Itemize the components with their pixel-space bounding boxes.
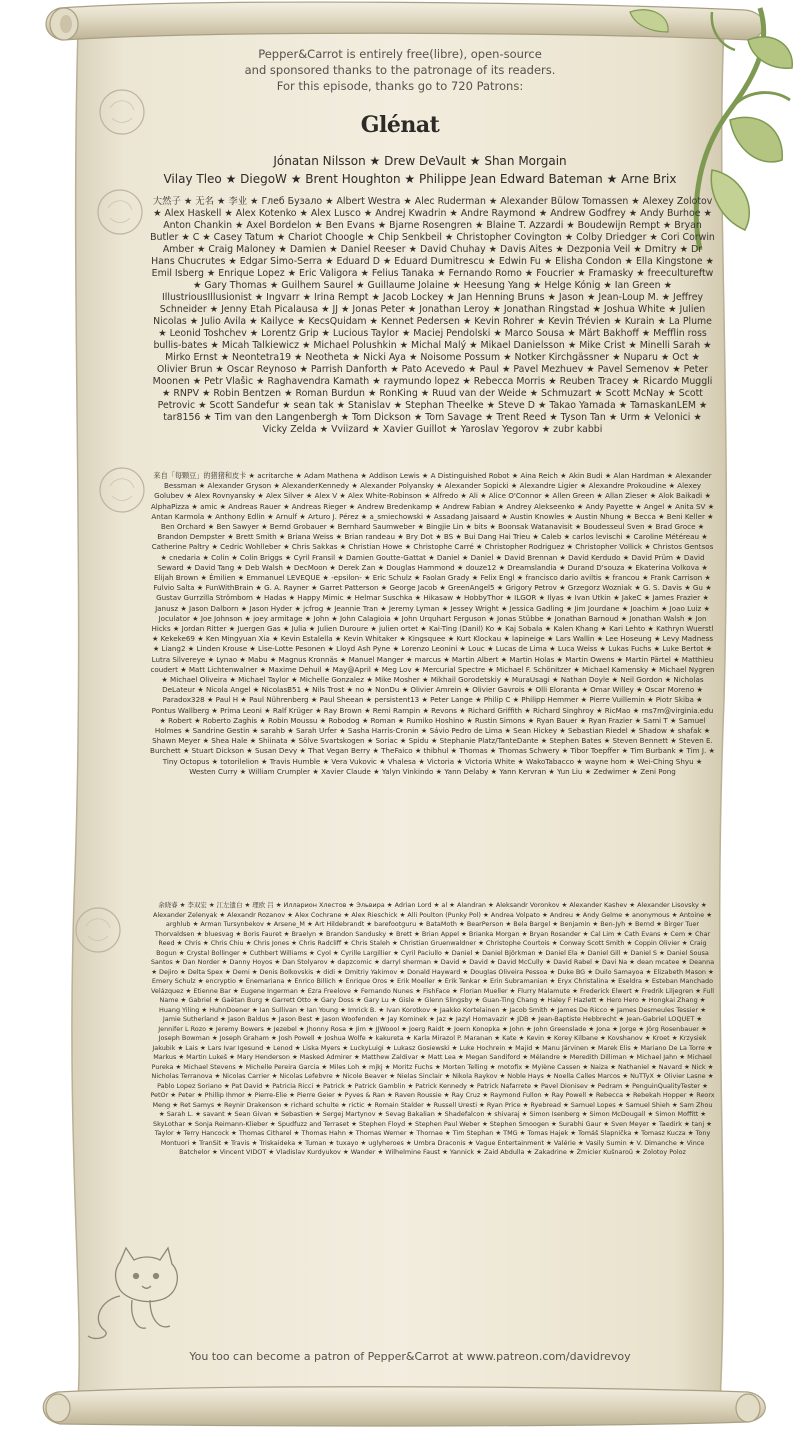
patron-tier-3-list: 余晓睿 ★ 李双宏 ★ 江左遗白 ★ 理欧 吕 ★ Илларион Хлестов ★ Эльвира ★ Adrian Lord ★ al ★ Alandran ★ Aleksandr Voronkov ★ Alexander Kashev ★ Alexander Lisovsky ★ Alexander Zelenyak ★ Alexandr Rozanov ★ Alex Cochrane ★ Alex Rieschick ★ Alli Poulton (Punky Pol) ★ Andrea Volpato ★ Andreu ★ Andy Gelme ★ anonymous ★ Antoine ★ arghlub ★ Arman Tursynbekov ★ Arsene_M ★ Art Hildebrandt ★ barefootguru ★ BataMoth ★ BearPerson ★ Bela Bargel ★ Benjamin ★ Ben-Jyh ★ Bernd ★ Birger Tuer Thorvaldsen ★ bluesvag ★ Boris Fauret ★ Braelyn ★ Brandon Sandusky ★ Brett ★ Brian Appel ★ Brianka Morgan ★ Bryan Rosander ★ Cal Lim ★ Cath Evans ★ Cem ★ Char Reed ★ Chris ★ Chris Chiu ★ Chris Jones ★ Chris Radcliff ★ Chris Staleh ★ Christian Gruenwaldner ★ Christophe Courtois ★ Conway Scott Smith ★ Coppin Olivier ★ Craig Bogun ★ Crystal Bollinger ★ Cuthbert Williams ★ Cyol ★ Cyrille Largillier ★ Cyril Paciullo ★ Daniel ★ Daniel Björkman ★ Daniel Ela ★ Daniel Gill ★ Daniel S ★ Daniel Sousa Santos ★ Dan Norder ★ Danny Hoyos ★ Dan Stolyarov ★ dapzcomic ★ darryl sherman ★ David ★ David ★ David McCully ★ David Rabel ★ Davi Na ★ dean mcatee ★ Deanna ★ Dejiro ★ Delta Spex ★ Demi ★ Denis Bolkovskis ★ didi ★ Dmitriy Yakimov ★ Donald Hayward ★ Douglas Oliveira Pessoa ★ Duke BG ★ Duilo Samayoa ★ Elizabeth Mason ★ Emery Schulz ★ encryptio ★ Enemariana ★ Enrico Billich ★ Enrique Oros ★ Erik Moeller ★ Erik Tenkar ★ Erin Subramanian ★ Eryx Christalina ★ Eseldra ★ Esteban Manchado Velázquez ★ Etienne Bar ★ Eugene Ingerman ★ Ezra Freelove ★ Fernando Nunes ★ FishFace ★ Florian Mueller ★ Flurry Malamute ★ Frederick Elwert ★ Fredrik Liljegren ★ Full Name ★ Gabriel ★ Gaëtan Burg ★ Garrett Otto ★ Gary Doss ★ Gary Lu ★ Gisle ★ Glenn Slingsby ★ Guan-Ting Chang ★ Haley F Hazlett ★ Hero Hero ★ Hongkai Zhang ★ Huang Yiling ★ HuhnDoener ★ Ian Sullivan ★ Ian Young ★ Imrick B. ★ Ivan Korotkov ★ Jaakko Kortelainen ★ Jacob Smith ★ James De Ricco ★ James Desmeules Tessier ★ Jamie Sutherland ★ Jason Baldus ★ Jason Best ★ Jason Woofenden ★ Jay Kominek ★ Jaz ★ Jazyl Homavazir ★ JDB ★ Jean-Baptiste Hebbrecht ★ Jean-Gabriel LOQUET ★ Jennifer L Rozo ★ Jeremy Bowers ★ Jezebel ★ Jhonny Rosa ★ Jim ★ JJWoool ★ Joerg Raidt ★ Joern Konopka ★ John ★ John Greenslade ★ Jona ★ Jorge ★ Jörg Rosenbauer ★ Joseph Bowman ★ Joseph Graham ★ Josh Powell ★ Joshua Wolfe ★ kakureta ★ Karla Mirazol P. Maranan ★ Kate ★ Kevin ★ Korey Kilbane ★ Kovshanov ★ Kroet ★ Krzysiek Jakubik ★ Lais ★ Lars Ivar Igesund ★ Lenod ★ Liska Myers ★ LuckyLuigi ★ Lukasz Gosiewski ★ Luke Hochrein ★ Majid ★ Manu Järvinen ★ Marek Elis ★ Mariano De La Torre ★ Markus ★ Martin Lukeš ★ Mary Henderson ★ Masked Admirer ★ Matthew Zaldivar ★ Matt Lea ★ Megan Sandiford ★ Mélandre ★ Meredith Dilliman ★ Michael Jahn ★ Michael Pureka ★ Michael Stevens ★ Michelle Pereira Garcia ★ Miles Loh ★ mjkj ★ Moritz Fuchs ★ Morten Telling ★ motofix ★ Myiène Cassen ★ Naiza ★ Nathaniel ★ Navard ★ Nick ★ Nicholas Terranova ★ Nicolas Carrier ★ Nicolas Lefebvre ★ Nicole Beaver ★ Nielas Sinclair ★ Nikola Raykov ★ Noble Hays ★ Noella Calles Marcos ★ NuTTyX ★ Olivier Lasne ★ Pablo Lopez Soriano ★ Pat David ★ Patricia Ricci ★ Patrick ★ Patrick Gamblin ★ Patrick Kennedy ★ Patrick Nafarrete ★ Pavel Dionisev ★ Pedram ★ PenguinQualityTester ★ PetOr ★ Peter ★ Phillip Ihmor ★ Pierre-Elie ★ Pierre Geier ★ Pyves & Ran ★ Raven Roussie ★ Ray Cruz ★ Raymond Fullon ★ Ray Powell ★ Rebecca ★ Rebekah Hopper ★ Reorx Meng ★ Ret Samys ★ Reynir Drakenson ★ richard schulte ★ rictic ★ Romain Stalder ★ Russell Uresti ★ Ryan Price ★ Ryebread ★ Samuel Lopes ★ Samuel Shieh ★ Sam Zhou ★ Sarah L. ★ savant ★ Sean Givan ★ Sebastien ★ Sergej Martynov ★ Sevag Bakalian ★ Shadefalcon ★ shivaraj ★ Simon Isenberg ★ Simon McDougall ★ Simon Moffitt ★ SkyLothar ★ Sonja Reimann-Klieber ★ Spudfuzz and Terraset ★ Stephen Floyd ★ Stephen Paul Weber ★ Stephen Smoogen ★ Surabhi Gaur ★ Sven Meyer ★ Taedirk ★ tanj ★ Taylor ★ Terry Hancock ★ Thomas Citharel ★ Thomas Hahn ★ Thomas Werner ★ Thornae ★ Tim Stephan ★ TMG ★ Tomas Hajek ★ Tomáš Slapnička ★ Tomasz Kucza ★ Tony Montuori ★ TranSit ★ Travis ★ Triskaidekа ★ Tuman ★ tuxayo ★ uglyheroes ★ Umbra Draconis ★ Vague Entertainment ★ Valérie ★ Vasily Sumin ★ V. Dimanche ★ Vince Batchelor ★ Vincent VIDOT ★ Vladislav Kurdyukov ★ Wander ★ Wilhelmine Faust ★ Yannick ★ Zaid Abdulla ★ Zakadrine ★ Żmicier Kušnaroŭ ★ Zolotoy Poloz <box>150 901 715 1156</box>
intro-text <box>160 46 640 94</box>
sponsor-name: Glénat <box>360 112 440 138</box>
top-patrons-line: Vilay Tleo ★ DiegoW ★ Brent Houghton ★ Philippe Jean Edward Bateman ★ Arne Brix <box>163 172 677 186</box>
intro-line: For this episode, thanks go to 720 Patrons: <box>276 79 524 93</box>
intro-line: Pepper&Carrot is entirely free(libre), open-source <box>258 47 542 61</box>
bottom-roll <box>43 1387 765 1426</box>
top-patrons-line: Jónatan Nilsson ★ Drew DeVault ★ Shan Morgain <box>273 154 567 168</box>
intro-line: and sponsored thanks to the patronage of its readers. <box>244 63 556 77</box>
patron-tier-1-list: 大然子 ★ 无名 ★ 李业 ★ Глеб Бузало ★ Albert Westra ★ Alec Ruderman ★ Alexander Bülow Tomassen ★ Alexey Zolotov ★ Alex Haskell ★ Alex Kotenko ★ Alex Lusco ★ Andrej Kwadrin ★ Andre Raymond ★ Andrew Godfrey ★ Andy Burhoe ★ Anton Chankin ★ Axel Bordelon ★ Ben Evans ★ Bjarne Rosengren ★ Blaine T. Azzardi ★ Boudewijn Rempt ★ Bryan Butler ★ C ★ Casey Tatum ★ Chariot Choogle ★ Chip Senkbeil ★ Christopher Covington ★ Colby Driedger ★ Cori Corwin Amber ★ Craig Maloney ★ Damien ★ Daniel Reeser ★ David Chuhay ★ Davis Aites ★ Dezponia Veil ★ Dmitry ★ Dr Hans Chucrutes ★ Edgar Simo-Serra ★ Eduard D ★ Eduard Dumitrescu ★ Edwin Fu ★ Elisha Condon ★ Ella Kingstone ★ Emil Isberg ★ Enrique Lopez ★ Eric Valigora ★ Felius Tanaka ★ Fernando Romo ★ Foucrier ★ Framasky ★ freecultureftw ★ Gary Thomas ★ Guilhem Saurel ★ Guillaume Jolaine ★ Heesung Yang ★ Helge Kónig ★ Ian Green ★ IllustriousIllusionist ★ Ingvarr ★ Irina Rempt ★ Jacob Lockey ★ Jan Henning Bruns ★ Jason ★ Jean-Loup M. ★ Jeffrey Schneider ★ Jenny Etah Picalausa ★ JJ ★ Jonas Peter ★ Jonathan Leroy ★ Jonathan Ringstad ★ Joshua White ★ Julien Nicolas ★ Julio Avila ★ Kailyce ★ KecsQuidam ★ Kennet Pedersen ★ Kevin Rohrer ★ Kevin Trévien ★ Kurain ★ La Plume ★ Leonid Toshchev ★ Lorentz Grip ★ Lucious Taylor ★ Maciej Pendolski ★ Marco Sousa ★ Märt Bakhoff ★ Mefflin ross bullis-bates ★ Micah Talkiewicz ★ Michael Polushkin ★ Michal Malý ★ Mikael Danielsson ★ Mike Crist ★ Minelli Sarah ★ Mirko Ernst ★ Neontetra19 ★ Neotheta ★ Nicki Aya ★ Noisome Possum ★ Notker Kirchgässner ★ Nuparu ★ Oct ★ Olivier Brun ★ Oscar Reynoso ★ Parrish Danforth ★ Pato Acevedo ★ Paul ★ Pavel Mezhuev ★ Pavel Semenov ★ Peter Moonen ★ Petr Vlašic ★ Raghavendra Kamath ★ raymundo lopez ★ Rebecca Morris ★ Reuben Tracey ★ Ricardo Muggli ★ RNPV ★ Robin Bentzen ★ Roman Burdun ★ RonKing ★ Ruud van der Weide ★ Schmuzart ★ Scott McNay ★ Scott Petrovic ★ Scott Sandefur ★ sean tak ★ Stanislav ★ Stephan Theelke ★ Steve D ★ Takao Yamada ★ TamaskanLEM ★ tar8156 ★ Tim van den Langenbergh ★ Tom Dickson ★ Tom Savage ★ Trent Reed ★ Tyson Tan ★ Urm ★ Velonici ★ Vicky Zelda ★ Vviizard ★ Xavier Guillot ★ Yaroslav Yegorov ★ zubr kabbi <box>150 196 715 435</box>
patreon-footer: You too can become a patron of Pepper&Carrot at www.patreon.com/davidrevoy <box>189 1350 631 1363</box>
patron-tier-2-list: 来自「每颗豆」的猪猪和皮卡 ★ acritarche ★ Adam Mathena ★ Addison Lewis ★ A Distinguished Robot ★ Aina Reich ★ Akin Budi ★ Alan Hardman ★ Alexander Bessman ★ Alexander Gryson ★ AlexanderKennedy ★ Alexander Polyansky ★ Alexander Sopicki ★ Alexandre Ligier ★ Alexandre Prokoudine ★ Alexey Golubev ★ Alex Rovnyansky ★ Alex Silver ★ Alex V ★ Alex White-Robinson ★ Alfredo ★ Ali ★ Alice O'Connor ★ Allen Green ★ Allan Zieser ★ Alok Baikadi ★ AlphaPizza ★ amic ★ Andreas Rauer ★ Andreas Rieger ★ Andrew Bredenkamp ★ Andrew Fabian ★ Andrey Alekseenko ★ Andy Payette ★ Angel ★ Anita SV ★ Antan Karmola ★ Anthony Edlin ★ Arnulf ★ Arturo J. Pérez ★ a_smiechowski ★ Assadang Jaisaard ★ Austin Knowles ★ Austin Nhung ★ Becca ★ Beni Keller ★ Ben Orchard ★ Ben Sawyer ★ Bernd Grobauer ★ Bernhard Saumweber ★ Bingjie Lin ★ bits ★ Boonsak Watanavisit ★ Boudesseul Sven ★ Brad Groce ★ Brandon Dempster ★ Brett Smith ★ Briana Weiss ★ Brian randeau ★ Bry Dot ★ BS ★ Bui Dang Hai Trieu ★ Caleb ★ carlos levischi ★ Caroline Météreau ★ Catherine Paltry ★ Cedric Wohlleber ★ Chris Sakkas ★ Christian Howe ★ Christophe Carré ★ Christopher Rodriguez ★ Christopher Vollick ★ Christos Gentsos ★ cnedaria ★ Colin ★ Colin Briggs ★ Cyril Fransil ★ Damien Goutte-Gattat ★ Daniel ★ Daniel ★ David Brennan ★ David Kerdudo ★ David Prüm ★ David Seward ★ David Tang ★ Deb Walsh ★ DecMoon ★ Derek Zan ★ Douglas Hammond ★ douze12 ★ Dreamslandia ★ Durand D'souza ★ Ekaterina Volkova ★ Elijah Brown ★ Émilien ★ Emmanuel LEVEQUE ★ -epsilon- ★ Eric Schulz ★ Faolan Grady ★ Felix Engl ★ francisco dario aviltis ★ francou ★ Frank Carrison ★ Fulvio Salta ★ FunWithBrain ★ G. A. Rayner ★ Garret Patterson ★ George Jacob ★ GreenAngel5 ★ Grigory Petrov ★ Grzegorz Wozniak ★ G. S. Davis ★ Gu ★ Gustav Gurrzilla Strömbom ★ Hadas ★ Happy Mimic ★ Helmar Suschka ★ Hikasaw ★ HobbyThor ★ ILGOR ★ Ilyas ★ Ivan Utkin ★ JakeC ★ James Frazier ★ Janusz ★ Jason Dalborn ★ Jason Hyder ★ jcfrog ★ Jeannie Tran ★ Jeremy Lyman ★ Jessey Wright ★ Jessica Gadling ★ Jim Jourdane ★ Joachim ★ Joao Luiz ★ Joculator ★ Joe Johnson ★ joey armitage ★ John ★ John Calagioia ★ John Urquhart Ferguson ★ Jonas Stübbe ★ Jonathan Barnoud ★ Jonathan Walsh ★ Jon Hicks ★ Jordan Ritter ★ Juergen Gas ★ Julia ★ Julien Duroure ★ julien ortet ★ Kai-Ting (Danil) Ko ★ Kaj Sobala ★ Kalen Khang ★ Kari Lehto ★ Kathryn Wuerstl ★ Kekeke69 ★ Ken Mingyuan Xia ★ Kevin Estalella ★ Kevin Whitaker ★ Kingsquee ★ Kurt Klockau ★ lapineige ★ Lars Wallin ★ Lee Hoseung ★ Levy Madness ★ Liang2 ★ Linden Krouse ★ Lise-Lotte Pesonen ★ Lloyd Ash Pyne ★ Lorenzo Leonini ★ Louc ★ Lucas de Lima ★ Luca Weiss ★ Lukas Fuchs ★ Luke Bertot ★ Lutra Silvereye ★ Lynao ★ Mabu ★ Magnus Kronnäs ★ Manuel Manger ★ marcus ★ Martin Albert ★ Martin Holas ★ Martin Owens ★ Martin Pärtel ★ Matthieu coudert ★ Matt Lichtenwalner ★ Maxime Dehuil ★ May@April ★ Meg Lov ★ Mercurial Spectre ★ Michael F. Schönitzer ★ Michael Kamensky ★ Michael Nygren ★ Michael Oliveira ★ Michael Taylor ★ Michelle Gonzalez ★ Mike Mosher ★ Mikhail Gorodetskiy ★ MuraUsagi ★ Nathan Doyle ★ Neil Gordon ★ Nicholas DeLateur ★ Nicola Angel ★ NicolasB51 ★ Nils Trost ★ no ★ NonDu ★ Olivier Amrein ★ Olivier Gavrois ★ Olli Eloranta ★ Omar Willey ★ Oscar Moreno ★ Paradox328 ★ Paul H ★ Paul Nührenberg ★ Paul Sheean ★ persistent13 ★ Peter Lange ★ Philip C ★ Philipp Hemmer ★ Pierre Vuillemin ★ Piotr Skiba ★ Pontus Wallberg ★ Prima Leoni ★ Ralf Krüger ★ Ray Brown ★ Remi Rampin ★ Revons ★ Richard Griffith ★ Richard Singhroy ★ RicMao ★ rns7m@virginia.edu ★ Robert ★ Roberto Zaghis ★ Robin Moussu ★ Robodog ★ Roman ★ Rumiko Hoshino ★ Rustin Simons ★ Ryan Bauer ★ Ryan Frazier ★ Sami T ★ Samuel Holmes ★ Sandrine Gestin ★ sarahb ★ Sarah Urfer ★ Sasha Harris-Cronin ★ Sávio Pedro de Lima ★ Sean Hickey ★ Sebastian Riedel ★ Shadow ★ shafak ★ Shawn Meyer ★ Shea Hale ★ Shiinata ★ Sölve Svartskogen ★ Soriac ★ Spidu ★ Stephanie Platz/TanteDante ★ Stephen Bates ★ Steven Bennett ★ Steven E. Burchett ★ Stuart Dickson ★ Susan Devy ★ That Vegan Berry ★ TheFaico ★ thibhul ★ Thomas ★ Thomas Schwery ★ Tibor Toepffer ★ Tim Burbank ★ Tim J. ★ Tiny Octopus ★ totorilelion ★ Travis Humble ★ Vera Vukovic ★ Vhalesa ★ Victoria ★ Victoria White ★ WakoTabacco ★ wayne hom ★ Wei-Ching Shyu ★ Westen Curry ★ William Crumpler ★ Xavier Claude ★ Yalyn Vinkindo ★ Yann Delaby ★ Yann Kervran ★ Yun Liu ★ Zedwimer ★ Zeni Pong <box>150 471 715 776</box>
